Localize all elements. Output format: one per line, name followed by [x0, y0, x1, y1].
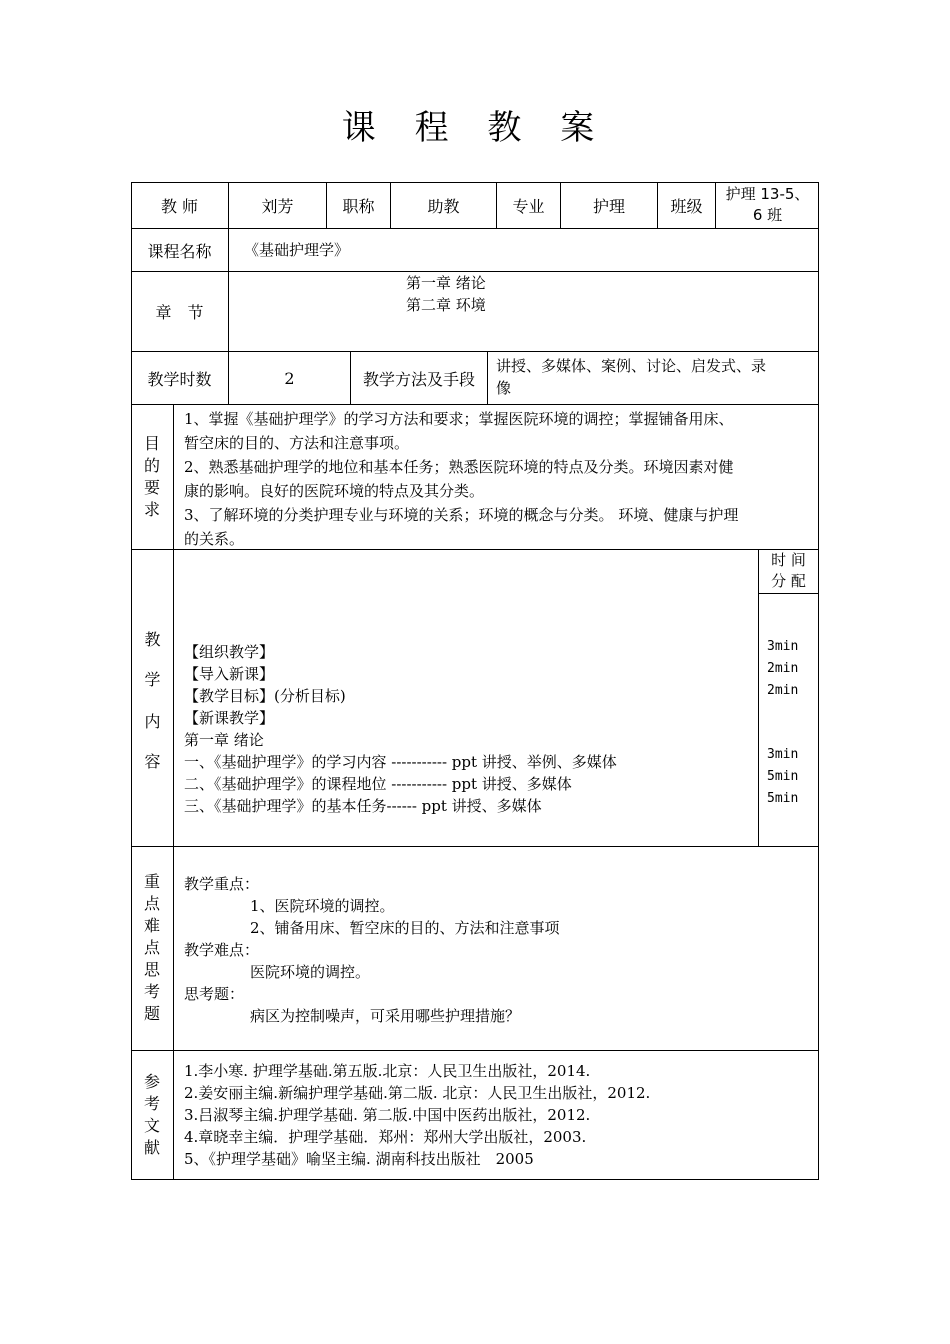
method-label: 教学方法及手段: [351, 351, 488, 405]
objective-line: 康的影响。良好的医院环境的特点及其分类。: [184, 482, 485, 500]
time-list-b: [767, 744, 798, 810]
hours-label: 教学时数: [131, 351, 229, 405]
question-label: 思考题：: [184, 985, 245, 1003]
content-line: 【导入新课】: [184, 665, 275, 683]
content-line: 【组织教学】: [184, 643, 275, 661]
content-line: 二、《基础护理学》的课程地位 ----------- ppt 讲授、多媒体: [184, 775, 572, 793]
class-value: [716, 184, 819, 228]
content-text: [184, 641, 754, 817]
rank-label: 职称: [327, 182, 391, 228]
teacher-value: 刘芳: [229, 182, 327, 228]
content-label-char: 学: [144, 670, 161, 689]
reference-item: 2.姜安丽主编.新编护理学基础.第二版. 北京：人民卫生出版社，2012.: [184, 1084, 651, 1102]
keypoints-label-char: 题: [143, 1004, 160, 1023]
keypoints-label-char: 点: [143, 938, 160, 957]
rank-value: 助教: [391, 182, 497, 228]
method-line-2: 像: [496, 379, 512, 397]
focus-item: 1、医院环境的调控。: [250, 897, 395, 915]
time-value: 3min: [767, 747, 799, 762]
content-line: 【新课教学】: [184, 709, 275, 727]
method-value: [496, 355, 814, 399]
focus-label: 教学重点：: [184, 875, 260, 893]
content-line: 【教学目标】(分析目标): [184, 687, 346, 705]
objective-line: 1、掌握《基础护理学》的学习方法和要求；掌握医院环境的调控；掌握铺备用床、: [184, 410, 734, 428]
objectives-text: [184, 407, 814, 551]
references-label-char: 献: [143, 1138, 160, 1157]
keypoints-label-char: 难: [143, 916, 160, 935]
objective-line: 3、了解环境的分类护理专业与环境的关系；环境的概念与分类。 环境、健康与护理: [184, 506, 739, 524]
chapter-line-2: 第二章 环境: [406, 296, 486, 314]
objective-line: 暂空床的目的、方法和注意事项。: [184, 434, 410, 452]
reference-item: 3.吕淑琴主编.护理学基础. 第二版.中国中医药出版社，2012.: [184, 1106, 591, 1124]
references-label-char: 参: [143, 1072, 160, 1091]
keypoints-text: [184, 873, 804, 1027]
content-label-char: 内: [144, 712, 161, 731]
difficulty-item: 医院环境的调控。: [250, 963, 371, 981]
time-header-line1: 时 间: [771, 551, 806, 569]
time-value: 3min: [767, 639, 799, 654]
reference-item: 4.章晓幸主编．护理学基础．郑州：郑州大学出版社，2003.: [184, 1128, 587, 1146]
time-value: 2min: [767, 661, 799, 676]
references-list: [184, 1060, 804, 1170]
focus-item: 2、铺备用床、暂空床的目的、方法和注意事项: [250, 919, 560, 937]
major-label: 专业: [497, 182, 561, 228]
objectives-label-char: 目: [143, 433, 160, 453]
class-value-line2: 6 班: [752, 206, 783, 224]
keypoints-label-char: 思: [143, 960, 160, 979]
chapter-values: [406, 272, 486, 316]
objectives-label: [131, 404, 174, 549]
keypoints-label-char: 考: [143, 982, 160, 1001]
time-header: [758, 550, 819, 594]
objectives-label-char: 的: [143, 455, 160, 475]
content-label-char: 容: [144, 752, 161, 771]
time-value: 5min: [767, 791, 799, 806]
content-label: [131, 549, 174, 846]
time-value: 2min: [767, 683, 799, 698]
keypoints-label-char: 点: [143, 894, 160, 913]
objectives-label-char: 要: [143, 477, 160, 497]
method-line-1: 讲授、多媒体、案例、讨论、启发式、录: [496, 357, 767, 375]
course-value: 《基础护理学》: [244, 241, 350, 259]
reference-item: 5、《护理学基础》喻坚主编. 湖南科技出版社 2005: [184, 1150, 534, 1168]
content-line: 三、《基础护理学》的基本任务------ ppt 讲授、多媒体: [184, 797, 542, 815]
chapter-line-1: 第一章 绪论: [406, 274, 486, 292]
time-header-line2: 分 配: [771, 572, 806, 590]
content-line: 第一章 绪论: [184, 731, 264, 749]
time-value: 5min: [767, 769, 799, 784]
header-row: [131, 182, 819, 228]
class-value-line1: 护理 13-5、: [725, 185, 810, 203]
time-list-a: [767, 636, 798, 702]
objectives-label-char: 求: [143, 499, 160, 519]
page-title: 课 程 教 案: [341, 108, 609, 148]
hours-value: 2: [229, 351, 351, 405]
course-label: 课程名称: [131, 228, 229, 272]
keypoints-label: [131, 846, 174, 1050]
difficulty-label: 教学难点：: [184, 941, 260, 959]
question-item: 病区为控制噪声，可采用哪些护理措施？: [250, 1007, 521, 1025]
major-value: 护理: [561, 182, 658, 228]
references-label-char: 考: [143, 1094, 160, 1113]
content-label-char: 教: [144, 630, 161, 649]
teacher-label: 教 师: [131, 182, 229, 228]
reference-item: 1.李小寒. 护理学基础.第五版.北京：人民卫生出版社，2014.: [184, 1062, 591, 1080]
chapter-label: 章 节: [131, 271, 229, 352]
keypoints-label-char: 重: [143, 872, 160, 891]
class-label: 班级: [658, 182, 716, 228]
references-label-char: 文: [143, 1116, 160, 1135]
objective-line: 的关系。: [184, 530, 245, 548]
references-label: [131, 1050, 174, 1180]
objective-line: 2、熟悉基础护理学的地位和基本任务；熟悉医院环境的特点及分类。环境因素对健: [184, 458, 734, 476]
content-line: 一、《基础护理学》的学习内容 ----------- ppt 讲授、举例、多媒体: [184, 753, 617, 771]
